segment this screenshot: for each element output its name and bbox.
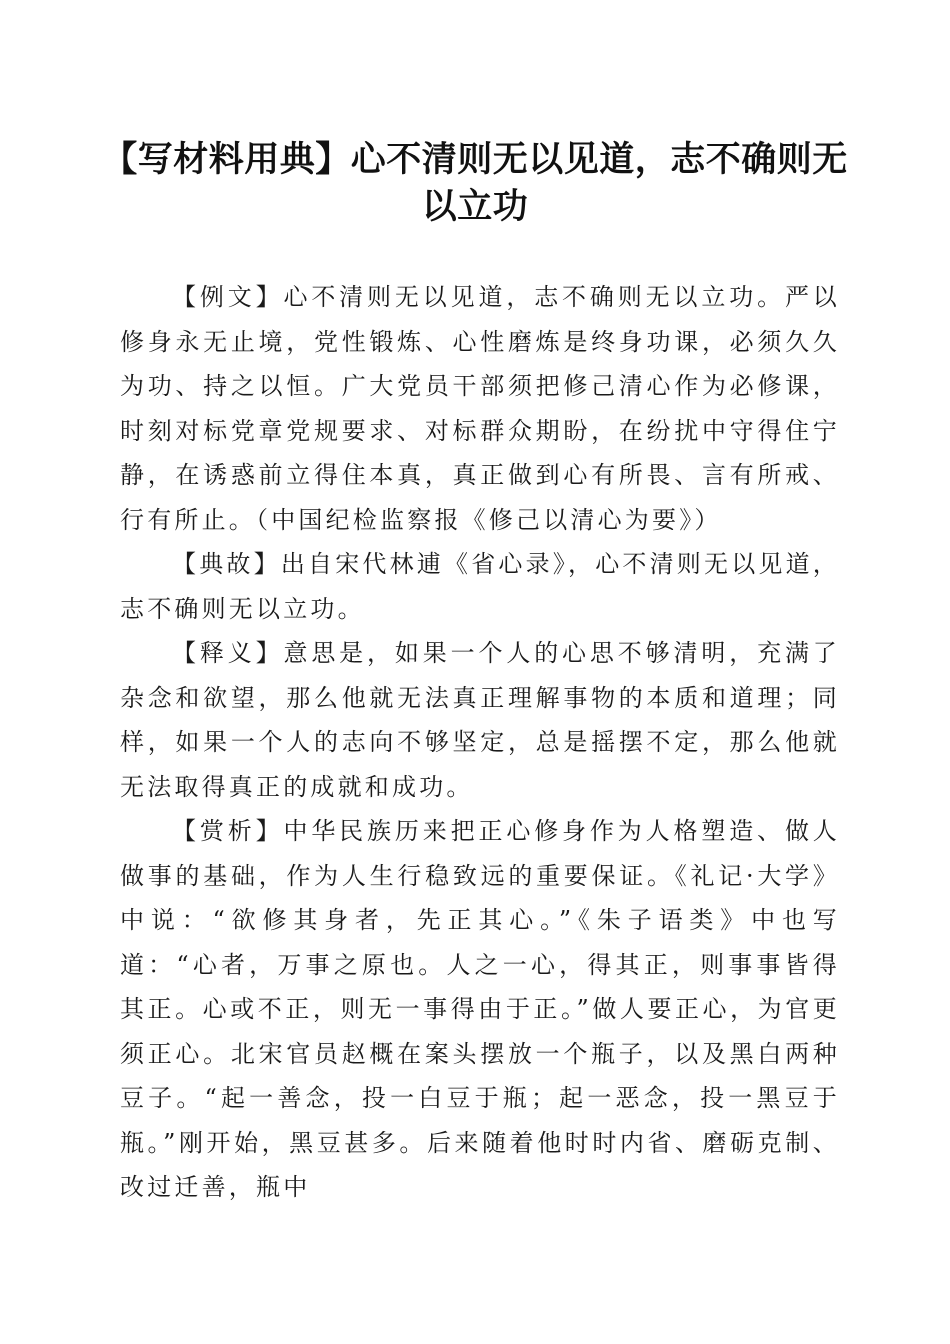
document-title: 【写材料用典】心不清则无以见道，志不确则无以立功 [102,139,848,227]
paragraph-appreciation [120,809,840,1210]
paragraph-tag: 【释义】 [172,639,284,667]
paragraph-tag: 【赏析】 [172,817,284,845]
paragraph-interpretation [120,631,840,809]
paragraph-tag: 【典故】 [172,550,281,578]
paragraph-allusion [120,542,840,631]
paragraph-text: 出自宋代林逋《省心录》，心不清则无以见道，志不确则无以立功。 [120,550,841,623]
paragraph-text: 心不清则无以见道，志不确则无以立功。严以修身永无止境，党性锻炼、心性磨炼是终身功课，必须久久为功、持之以恒。广大党员干部须把修己清心作为必修课，时刻对标党章党规要求、对标群众期盼，在纷扰中守得住宁静，在诱惑前立得住本真，真正做到心有所畏、言有所戒、行有所止。（中国纪检监察报《修己以清心为要》） [120,283,840,534]
paragraph-tag: 【例文】 [172,283,284,311]
paragraph-text: 意思是，如果一个人的心思不够清明，充满了杂念和欲望，那么他就无法真正理解事物的本质和道理；同样，如果一个人的志向不够坚定，总是摇摆不定，那么他就无法取得真正的成就和成功。 [120,639,840,801]
paragraph-example [120,275,840,542]
paragraph-text: 中华民族历来把正心修身作为人格塑造、做人做事的基础，作为人生行稳致远的重要保证。《礼记·大学》中说：“欲修其身者，先正其心。”《朱子语类》中也写道：“心者，万事之原也。人之一心，得其正，则事事皆得其正。心或不正，则无一事得由于正。”做人要正心，为官更须正心。北宋官员赵概在案头摆放一个瓶子，以及黑白两种豆子。“起一善念，投一白豆于瓶；起一恶念，投一黑豆于瓶。”刚开始，黑豆甚多。后来随着他时时内省、磨砺克制、改过迁善，瓶中 [120,817,840,1201]
document-body [120,275,840,1210]
